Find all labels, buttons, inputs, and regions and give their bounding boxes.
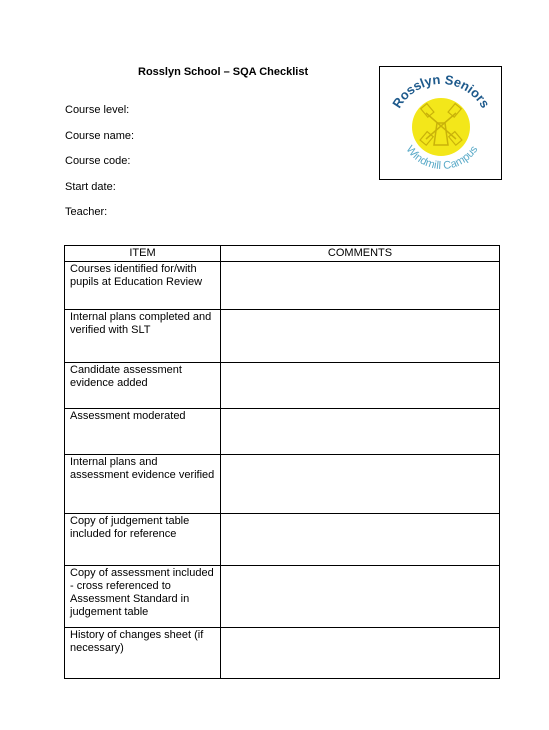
- table-row: [65, 409, 500, 455]
- table-row: [65, 514, 500, 566]
- item-cell: Courses identified for/with pupils at Education Review: [65, 262, 221, 310]
- table-row: [65, 363, 500, 409]
- item-cell: Candidate assessment evidence added: [65, 363, 221, 409]
- logo-bottom-text: Windmill Campus: [403, 143, 481, 173]
- item-cell: Copy of assessment included - cross referenced to Assessment Standard in judgement table: [65, 566, 221, 628]
- item-cell: Internal plans and assessment evidence verified: [65, 455, 221, 514]
- item-cell: Assessment moderated: [65, 409, 221, 455]
- comment-cell[interactable]: [221, 310, 500, 363]
- course-name-label: Course name:: [65, 129, 135, 142]
- comment-cell[interactable]: [221, 363, 500, 409]
- item-cell: Internal plans completed and verified with SLT: [65, 310, 221, 363]
- table-row: [65, 628, 500, 679]
- comment-cell[interactable]: [221, 566, 500, 628]
- table-row: [65, 566, 500, 628]
- comment-cell[interactable]: [221, 455, 500, 514]
- item-cell: Copy of judgement table included for reference: [65, 514, 221, 566]
- table-row: [65, 455, 500, 514]
- comment-cell[interactable]: [221, 262, 500, 310]
- teacher-label: Teacher:: [65, 206, 108, 219]
- table-header-row: [65, 246, 500, 262]
- logo-top-text: Rosslyn Seniors: [389, 71, 493, 111]
- windmill-logo-image: [380, 67, 501, 179]
- start-date-label: Start date:: [65, 180, 116, 193]
- comment-cell[interactable]: [221, 514, 500, 566]
- comments-column-header: COMMENTS: [221, 246, 500, 262]
- item-column-header: ITEM: [65, 246, 221, 262]
- table-row: [65, 310, 500, 363]
- table-row: [65, 262, 500, 310]
- comment-cell[interactable]: [221, 628, 500, 679]
- course-fields: [65, 104, 134, 232]
- checklist-table: [64, 245, 500, 679]
- comment-cell[interactable]: [221, 409, 500, 455]
- school-logo: [379, 66, 502, 180]
- logo-circle: [412, 98, 470, 156]
- course-code-label: Course code:: [65, 155, 131, 168]
- item-cell: History of changes sheet (if necessary): [65, 628, 221, 679]
- course-level-label: Course level:: [65, 104, 130, 116]
- document-title: Rosslyn School – SQA Checklist: [138, 66, 309, 78]
